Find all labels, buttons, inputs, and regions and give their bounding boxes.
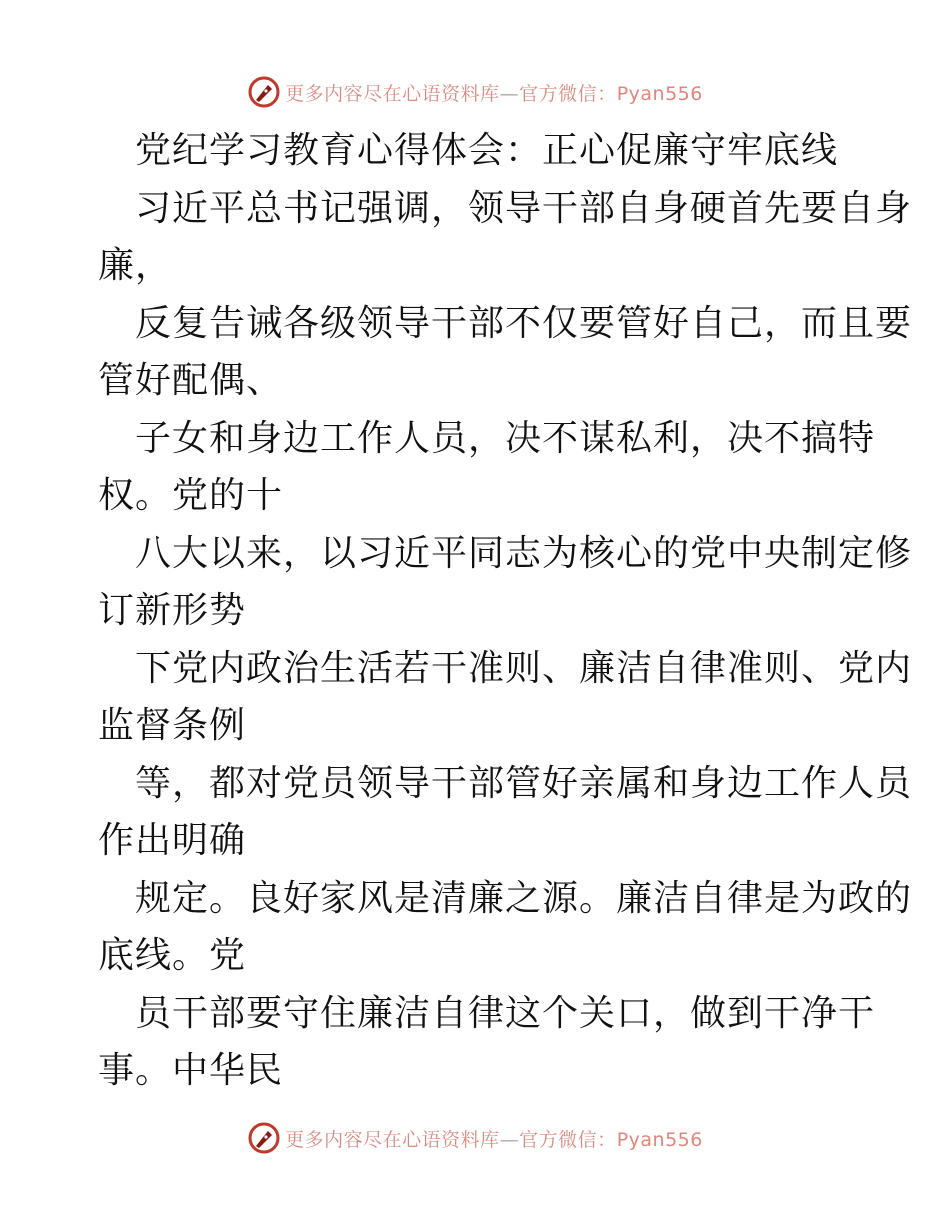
text-line: 规定。良好家风是清廉之源。廉洁自律是为政的 bbox=[135, 877, 913, 919]
watermark-dash: — bbox=[499, 82, 520, 105]
text-line: 子女和身边工作人员，决不谋私利，决不搞特 bbox=[135, 417, 876, 459]
watermark-label: 官方微信： bbox=[519, 82, 617, 105]
text-line: 下党内政治生活若干准则、廉洁自律准则、党内 bbox=[135, 647, 913, 689]
text-line: 权。党的十 bbox=[98, 475, 284, 516]
text-line: 等，都对党员领导干部管好亲属和身边工作人员 bbox=[135, 762, 913, 804]
header-watermark bbox=[0, 72, 950, 112]
watermark-label: 官方微信： bbox=[519, 1128, 617, 1151]
document-title: 党纪学习教育心得体会：正心促廉守牢底线 bbox=[135, 130, 839, 171]
text-line: 廉， bbox=[98, 245, 173, 286]
text-line: 订新形势 bbox=[98, 590, 247, 631]
watermark-wechat-id: Pyan556 bbox=[616, 1128, 703, 1151]
watermark-main-text: 更多内容尽在心语资料库 bbox=[285, 82, 500, 105]
watermark-main-text: 更多内容尽在心语资料库 bbox=[285, 1128, 500, 1151]
text-line: 底线。党 bbox=[98, 935, 247, 976]
pen-nib-circle-icon bbox=[247, 1121, 281, 1155]
watermark-wechat-id: Pyan556 bbox=[616, 82, 703, 105]
pen-nib-circle-icon bbox=[247, 75, 281, 109]
text-line: 监督条例 bbox=[98, 705, 247, 746]
text-line: 习近平总书记强调，领导干部自身硬首先要自身 bbox=[135, 187, 913, 229]
footer-watermark bbox=[0, 1118, 950, 1158]
text-line: 事。中华民 bbox=[98, 1050, 284, 1091]
text-line: 八大以来，以习近平同志为核心的党中央制定修 bbox=[135, 532, 913, 574]
text-line: 员干部要守住廉洁自律这个关口，做到干净干 bbox=[135, 992, 876, 1034]
document-body bbox=[98, 122, 913, 1100]
text-line: 作出明确 bbox=[98, 820, 247, 861]
text-line: 管好配偶、 bbox=[98, 360, 284, 401]
watermark-dash: — bbox=[499, 1128, 520, 1151]
text-line: 反复告诫各级领导干部不仅要管好自己，而且要 bbox=[135, 302, 913, 344]
